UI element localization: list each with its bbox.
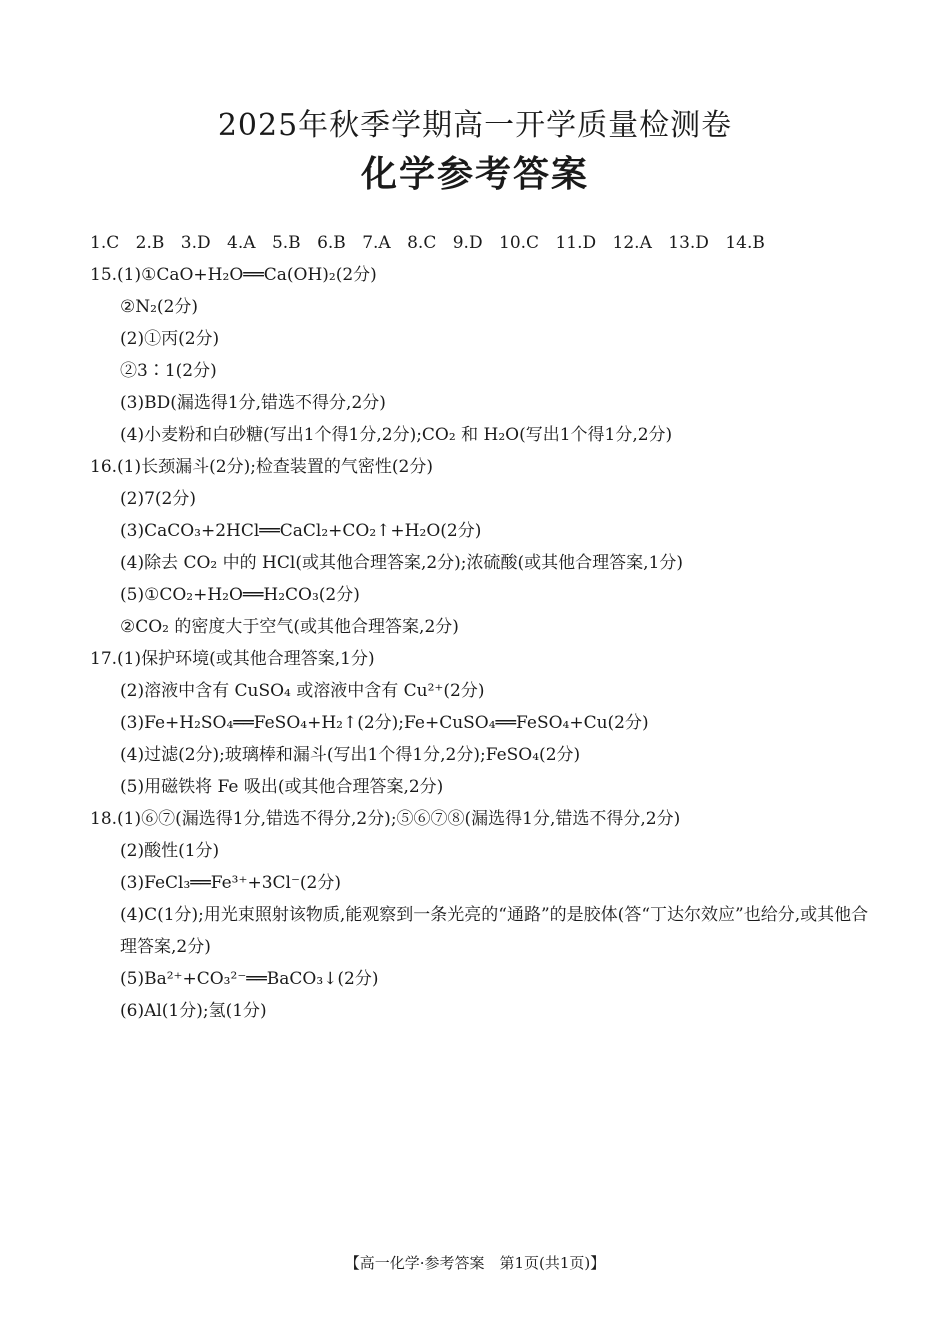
answer-line: (4)小麦粉和白砂糖(写出1个得1分,2分);CO₂ 和 H₂O(写出1个得1分,2分): [120, 425, 673, 445]
answer-line: (3)CaCO₃+2HCl══CaCl₂+CO₂↑+H₂O(2分): [120, 521, 482, 541]
answer-item: 11.D: [555, 233, 597, 253]
answer-item: 12.A: [612, 233, 652, 253]
answer-line: ②N₂(2分): [120, 297, 199, 317]
answer-line: (4)C(1分);用光束照射该物质,能观察到一条光亮的“通路”的是胶体(答“丁达尔效应”也给分,或其他合理答案,2分): [120, 905, 869, 957]
answer-line: (4)除去 CO₂ 中的 HCl(或其他合理答案,2分);浓硫酸(或其他合理答案,1分): [120, 553, 684, 573]
answer-line-q15: 15.(1)①CaO+H₂O══Ca(OH)₂(2分): [90, 265, 377, 285]
answer-item: 4.A: [227, 233, 256, 253]
answer-item: 3.D: [180, 233, 211, 253]
page-subtitle: 化学参考答案: [360, 153, 589, 195]
answer-content: [90, 227, 880, 1027]
answer-item: 10.C: [499, 233, 540, 253]
answer-line: (5)Ba²⁺+CO₃²⁻══BaCO₃↓(2分): [120, 969, 379, 989]
answer-item: 14.B: [725, 233, 765, 253]
answer-line: (5)①CO₂+H₂O══H₂CO₃(2分): [120, 585, 360, 605]
answer-line-q16: 16.(1)长颈漏斗(2分);检查装置的气密性(2分): [90, 457, 434, 477]
page-title: 2025年秋季学期高一开学质量检测卷: [217, 108, 733, 143]
answer-line: (2)酸性(1分): [120, 841, 220, 861]
answer-item: 5.B: [271, 233, 301, 253]
answer-item: 13.D: [668, 233, 709, 253]
answer-line: (3)Fe+H₂SO₄══FeSO₄+H₂↑(2分);Fe+CuSO₄══FeSO₄+Cu(2分): [120, 713, 649, 733]
answer-item: 6.B: [317, 233, 346, 253]
answer-line: (3)FeCl₃══Fe³⁺+3Cl⁻(2分): [120, 873, 342, 893]
answer-line: (5)用磁铁将 Fe 吸出(或其他合理答案,2分): [120, 777, 444, 797]
answer-item: 2.B: [135, 233, 165, 253]
page-footer: 【高一化学·参考答案 第1页(共1页)】: [344, 1254, 606, 1272]
answer-item: 9.D: [452, 233, 483, 253]
answer-line: (3)BD(漏选得1分,错选不得分,2分): [120, 393, 386, 413]
answer-line: ②CO₂ 的密度大于空气(或其他合理答案,2分): [120, 617, 459, 637]
answer-line: (2)溶液中含有 CuSO₄ 或溶液中含有 Cu²⁺(2分): [120, 681, 485, 701]
answer-line: (2)7(2分): [120, 489, 196, 509]
answer-item: 1.C: [90, 233, 120, 253]
answer-line: (4)过滤(2分);玻璃棒和漏斗(写出1个得1分,2分);FeSO₄(2分): [120, 745, 581, 765]
answer-item: 7.A: [362, 233, 391, 253]
answer-line: (6)Al(1分);氢(1分): [120, 1001, 267, 1021]
answer-line-q18: 18.(1)⑥⑦(漏选得1分,错选不得分,2分);⑤⑥⑦⑧(漏选得1分,错选不得分,2分): [90, 809, 681, 829]
answer-line-q17: 17.(1)保护环境(或其他合理答案,1分): [90, 649, 375, 669]
multiple-choice-answers: [90, 227, 880, 259]
answer-line: ②3∶1(2分): [120, 361, 217, 381]
answer-item: 8.C: [407, 233, 437, 253]
answer-line: (2)①丙(2分): [120, 329, 220, 349]
